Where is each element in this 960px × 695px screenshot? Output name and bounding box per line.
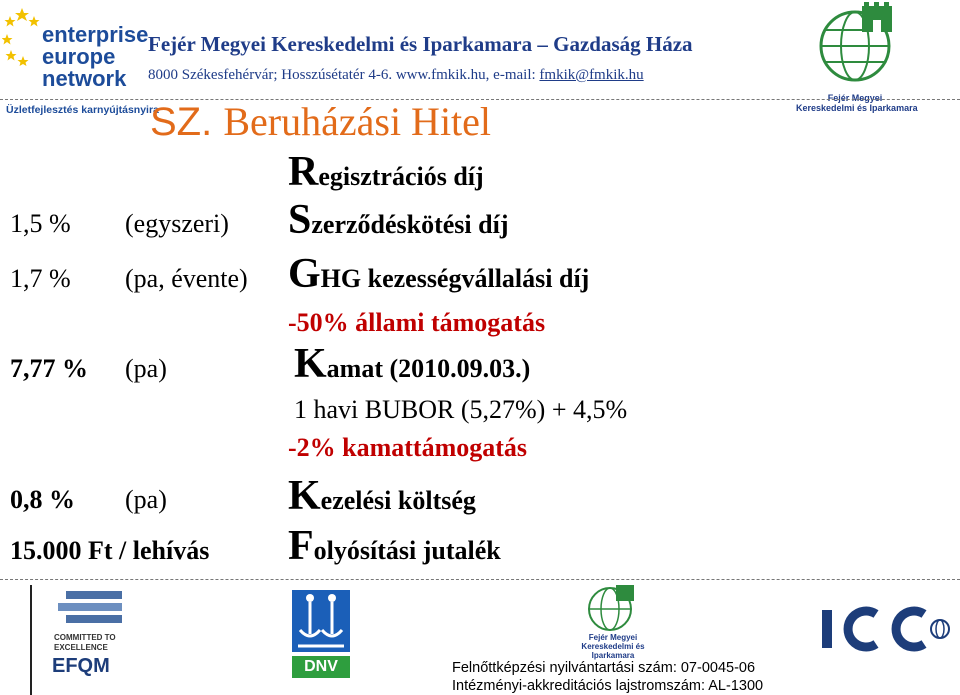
dnv-logo (292, 590, 350, 682)
enterprise-europe-network-logo (0, 0, 159, 125)
interest-value: 7,77 % (10, 354, 88, 383)
contract-fee-qualifier: (egyszeri) (125, 209, 229, 238)
title-prefix: SZ. (150, 100, 213, 144)
contract-rest: zerződéskötési díj (311, 210, 509, 239)
disbursement-fee-value: 15.000 Ft / lehívás (10, 536, 210, 565)
een-word-network: network (42, 66, 127, 91)
efqm-brand: EFQM (52, 655, 110, 677)
contract-initial: S (288, 197, 312, 243)
een-word-enterprise: enterprise (42, 22, 149, 47)
contract-fee-value: 1,5 % (10, 209, 71, 238)
adult-education-registration: Felnőttképzési nyilvántartási szám: 07-0045-06 (452, 660, 756, 676)
footer-divider (0, 579, 960, 580)
small-caption-line2: Kereskedelmi és (581, 642, 645, 651)
interest-label (294, 340, 530, 388)
guarantee-fee-label (288, 250, 589, 298)
chamber-caption-line2: Kereskedelmi és Iparkamara (796, 103, 918, 113)
dnv-anchor-icon (292, 590, 350, 652)
icc-logo (818, 606, 950, 652)
dnv-wordmark: DNV (292, 656, 350, 678)
handling-rest: ezelési költség (320, 486, 476, 515)
registration-rest: egisztrációs díj (318, 162, 484, 191)
registration-fee-label (288, 148, 484, 196)
een-tagline: Üzletfejlesztés karnyújtásnyira (6, 104, 159, 116)
interest-support-note: -2% kamattámogatás (288, 433, 528, 462)
handling-fee-value: 0,8 % (10, 485, 75, 514)
registration-initial: R (288, 149, 319, 195)
interest-rest: amat (2010.09.03.) (326, 354, 531, 383)
chamber-caption-line1: Fejér Megyei (827, 93, 883, 103)
disbursement-initial: F (288, 523, 314, 569)
slide-title (150, 98, 491, 145)
efqm-line1: COMMITTED TO (54, 633, 116, 642)
organization-name: Fejér Megyei Kereskedelmi és Iparkamara – Gazdaság Háza (148, 32, 693, 56)
icc-globe-icon (818, 606, 950, 652)
guarantee-fee-qualifier: (pa, évente) (125, 264, 248, 293)
handling-fee-label (288, 472, 476, 520)
efqm-line2: EXCELLENCE (54, 643, 108, 652)
disbursement-fee-label (288, 522, 501, 570)
efqm-logo (30, 585, 132, 695)
contract-fee-label (288, 196, 508, 244)
efqm-stripes-icon (36, 587, 132, 627)
organization-address (148, 67, 644, 84)
efqm-commitment (54, 633, 116, 653)
small-chamber-logo (568, 581, 658, 661)
bubor-formula: 1 havi BUBOR (5,27%) + 4,5% (294, 395, 628, 424)
email-link[interactable]: fmkik@fmkik.hu (539, 67, 644, 83)
chamber-logo (796, 0, 918, 118)
small-globe-icon (568, 581, 658, 633)
small-caption-line1: Fejér Megyei (588, 633, 638, 642)
state-support-note: -50% állami támogatás (288, 308, 546, 337)
interest-qualifier: (pa) (125, 354, 167, 383)
guarantee-fee-value: 1,7 % (10, 264, 71, 293)
title-main: Beruházási Hitel (223, 99, 492, 144)
handling-initial: K (288, 473, 321, 519)
institutional-accreditation: Intézményi-akkreditációs lajstromszám: AL-1300 (452, 678, 764, 694)
guarantee-initial: G (288, 251, 321, 297)
small-caption-line3: Iparkamara (591, 651, 635, 660)
address-text: 8000 Székesfehérvár; Hosszúsétatér 4-6. www.fmkik.hu, e-mail: (148, 67, 536, 83)
guarantee-rest: HG kezességvállalási díj (320, 264, 590, 293)
interest-initial: K (294, 341, 327, 387)
globe-castle-icon (796, 0, 914, 90)
een-word-europe: europe (42, 44, 116, 69)
disbursement-rest: olyósítási jutalék (313, 536, 501, 565)
star-circle-icon (2, 6, 42, 66)
handling-fee-qualifier: (pa) (125, 485, 167, 514)
